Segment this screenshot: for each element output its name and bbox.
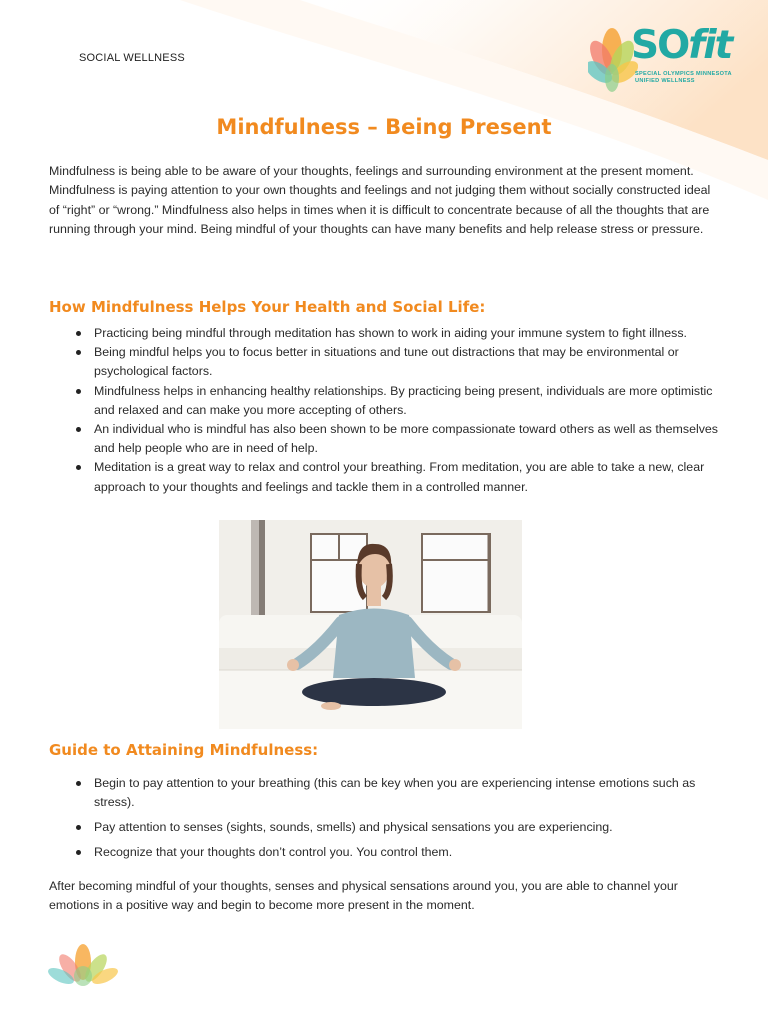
- intro-paragraph: Mindfulness is being able to be aware of your thoughts, feelings and surrounding environment at the present moment. Mindfulness is paying attention to your own thoughts and feelings and not judging them without socially constructed ideal of “right” or “wrong.” Mindfulness also helps in times when it is difficult to concentrate because of all the thoughts that are running through your mind. Being mindful of your thoughts can have many benefits and help release stress or pressure.: [49, 164, 711, 236]
- logo-tagline: SPECIAL OLYMPICS MINNESOTA UNIFIED WELLNESS: [635, 71, 732, 84]
- meditation-photo: [219, 520, 522, 729]
- list-item: Being mindful helps you to focus better in situations and tune out distractions that may be environmental or psychological factors.: [76, 343, 724, 381]
- section-label: SOCIAL WELLNESS: [79, 52, 185, 64]
- health-heading: How Mindfulness Helps Your Health and Social Life:: [49, 298, 486, 316]
- list-item: Meditation is a great way to relax and control your breathing. From meditation, you are able to take a new, clear approach to your thoughts and feelings and tackle them in a controlled manner.: [76, 458, 724, 496]
- lotus-icon: [44, 940, 122, 990]
- outro-paragraph: After becoming mindful of your thoughts, senses and physical sensations around you, you are able to channel your emotions in a positive way and begin to become more present in the moment.: [49, 879, 678, 913]
- list-item: An individual who is mindful has also been shown to be more compassionate toward others as well as themselves and help people who are in need of help.: [76, 420, 724, 458]
- health-list: [76, 324, 724, 497]
- list-item: Begin to pay attention to your breathing (this can be key when you are experiencing intense emotions such as stress).: [76, 774, 724, 812]
- list-item: Pay attention to senses (sights, sounds, smells) and physical sensations you are experiencing.: [76, 818, 724, 837]
- list-item: Practicing being mindful through meditation has shown to work in aiding your immune system to fight illness.: [76, 324, 724, 343]
- list-item: Recognize that your thoughts don’t control you. You control them.: [76, 843, 724, 862]
- guide-heading: Guide to Attaining Mindfulness:: [49, 741, 319, 759]
- guide-list: [76, 774, 724, 867]
- sofit-logo: [588, 20, 738, 98]
- page-title: Mindfulness – Being Present: [216, 115, 552, 139]
- list-item: Mindfulness helps in enhancing healthy relationships. By practicing being present, individuals are more optimistic and relaxed and can make you more accepting of others.: [76, 382, 724, 420]
- logo-wordmark: SOfit: [631, 23, 732, 68]
